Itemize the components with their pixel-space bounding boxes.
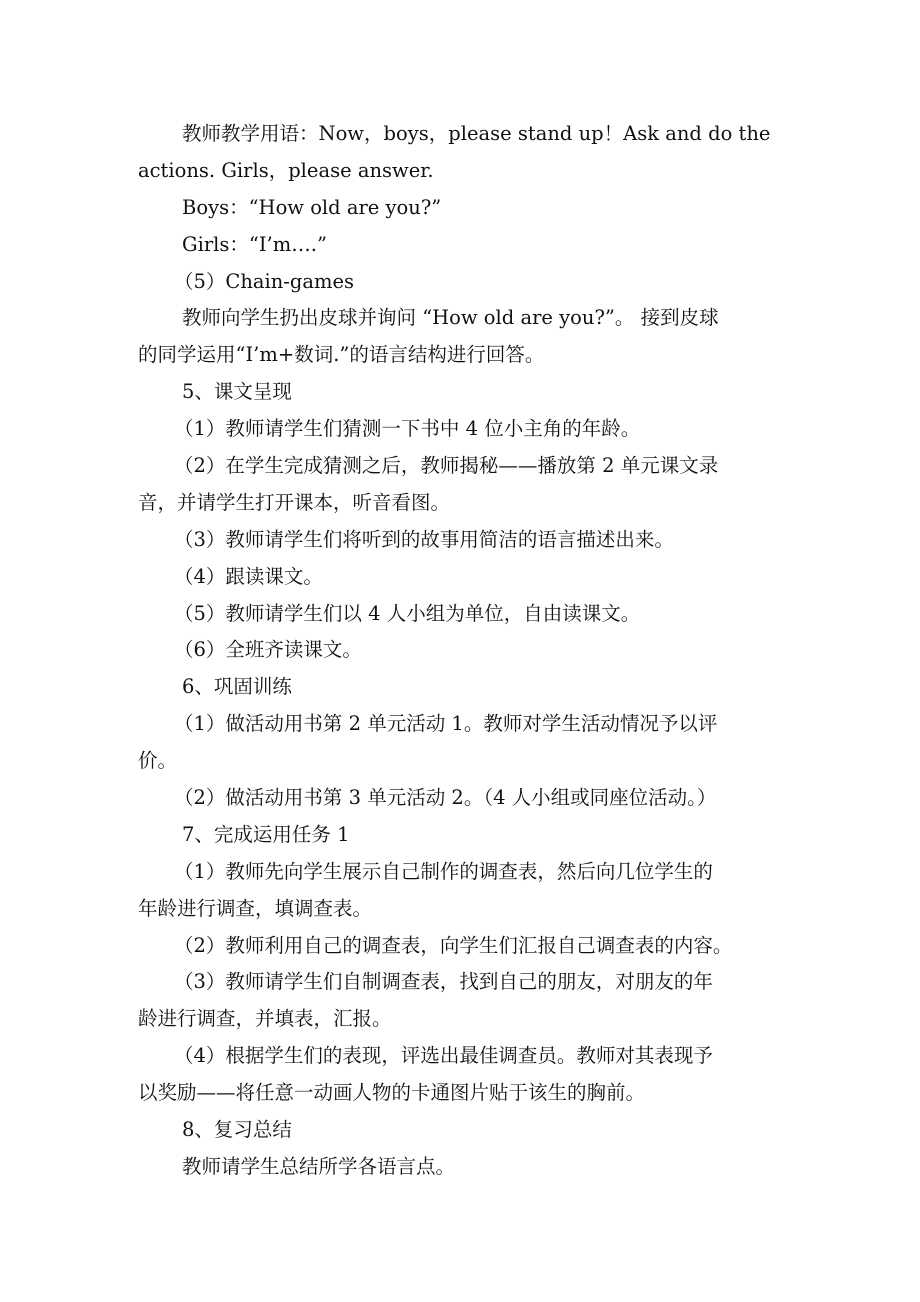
text-line: 7、完成运用任务 1: [182, 822, 350, 846]
text-line: 的同学运用“I’m+数词.”的语言结构进行回答。: [138, 343, 545, 367]
text-line: （4）跟读课文。: [174, 564, 323, 588]
text-line: （2）做活动用书第 3 单元活动 2。（4 人小组或同座位活动。）: [174, 786, 717, 810]
paragraph: [138, 559, 798, 596]
text-line: （1）教师请学生们猜测一下书中 4 位小主角的年龄。: [174, 417, 641, 441]
paragraph: [138, 448, 798, 522]
text-line: （2）在学生完成猜测之后，教师揭秘——播放第 2 单元课文录: [174, 454, 719, 478]
paragraph: [138, 669, 798, 706]
paragraph: [138, 596, 798, 633]
paragraph: [138, 190, 798, 227]
text-line: 龄进行调查，并填表，汇报。: [138, 1007, 392, 1031]
paragraph: [138, 1149, 798, 1186]
text-line: （2）教师利用自己的调查表，向学生们汇报自己调查表的内容。: [174, 933, 733, 957]
text-line: 教师请学生总结所学各语言点。: [182, 1154, 456, 1178]
text-line: 5、课文呈现: [182, 380, 292, 404]
text-line: 教师向学生扔出皮球并询问 “How old are you?”。 接到皮球: [182, 306, 719, 330]
paragraph: [138, 854, 798, 928]
paragraph: [138, 227, 798, 264]
paragraph: [138, 116, 798, 190]
paragraph: [138, 374, 798, 411]
document-body: [138, 116, 798, 1186]
text-line: （5）Chain-games: [174, 269, 355, 293]
paragraph: [138, 964, 798, 1038]
text-line: （6）全班齐读课文。: [174, 638, 362, 662]
paragraph: [138, 817, 798, 854]
text-line: 6、巩固训练: [182, 675, 292, 699]
paragraph: [138, 300, 798, 374]
paragraph: [138, 1038, 798, 1112]
paragraph: [138, 411, 798, 448]
paragraph: [138, 706, 798, 780]
text-line: 价。: [138, 749, 178, 773]
paragraph: [138, 264, 798, 301]
text-line: 8、复习总结: [182, 1118, 292, 1142]
text-line: 音，并请学生打开课本，听音看图。: [138, 490, 451, 514]
paragraph: [138, 632, 798, 669]
paragraph: [138, 928, 798, 965]
text-line: （3）教师请学生们自制调查表，找到自己的朋友，对朋友的年: [174, 970, 713, 994]
text-line: （3）教师请学生们将听到的故事用简洁的语言描述出来。: [174, 527, 674, 551]
text-line: 以奖励——将任意一动画人物的卡通图片贴于该生的胸前。: [138, 1081, 646, 1105]
text-line: （1）教师先向学生展示自己制作的调查表，然后向几位学生的: [174, 859, 713, 883]
text-line: Boys：“How old are you?”: [182, 195, 442, 219]
text-line: （1）做活动用书第 2 单元活动 1。教师对学生活动情况予以评: [174, 712, 718, 736]
text-line: （4）根据学生们的表现，评选出最佳调查员。教师对其表现予: [174, 1044, 713, 1068]
text-line: Girls：“I’m….”: [182, 232, 327, 256]
paragraph: [138, 1112, 798, 1149]
text-line: 教师教学用语：Now，boys，please stand up！Ask and do the: [182, 122, 771, 145]
text-line: 年龄进行调查，填调查表。: [138, 896, 373, 920]
text-line: （5）教师请学生们以 4 人小组为单位，自由读课文。: [174, 601, 641, 625]
text-line: actions. Girls，please answer.: [138, 158, 434, 182]
paragraph: [138, 780, 798, 817]
paragraph: [138, 522, 798, 559]
